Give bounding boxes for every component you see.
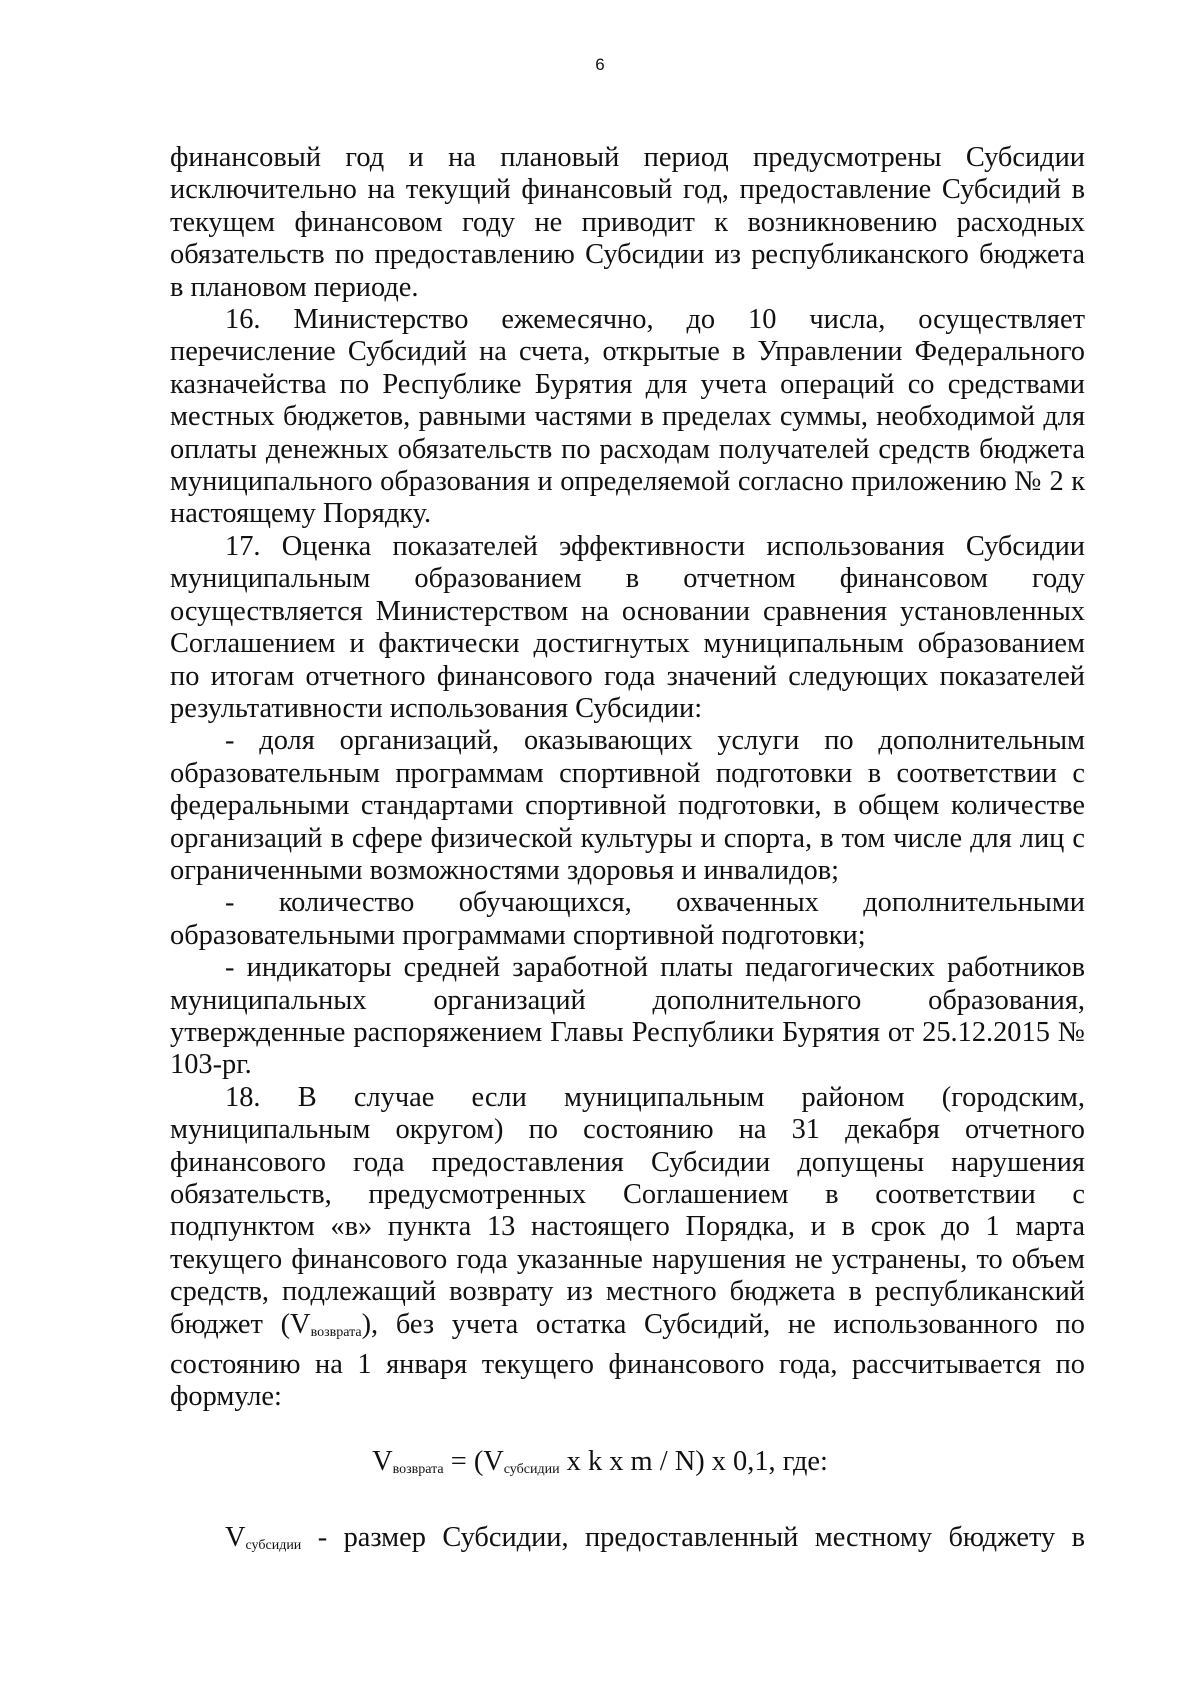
formula-rhs-subscript: субсидии — [503, 1462, 560, 1477]
formula-rest: x k x m / N) x 0,1, где: — [559, 1446, 828, 1477]
paragraph-18 — [170, 1082, 1085, 1414]
document-body — [170, 142, 1085, 1414]
indicator-item-1: - доля организаций, оказывающих услуги по дополнительным образовательным программам спортивной подготовки в соответствии с федеральными стандартами спортивной подготовки, в общем количестве организаций в сфере физической культуры и спорта, в том числе для лиц с ограниченными возможностями здоровья и инвалидов; — [170, 725, 1085, 886]
paragraph-continuation: финансовый год и на плановый период предусмотрены Субсидии исключительно на текущий финансовый год, предоставление Субсидий в текущем финансовом году не приводит к возникновению расходных обязательств по предоставлению Субсидии из республиканского бюджета в плановом периоде. — [170, 142, 1085, 303]
definition-symbol: V — [225, 1522, 246, 1553]
paragraph-17: 17. Оценка показателей эффективности использования Субсидии муниципальным образованием в отчетном финансовом году осуществляется Министерством на основании сравнения установленных Соглашением и фактически достигнутых муниципальным образованием по итогам отчетного финансового года значений следующих показателей результативности использования Субсидии: — [170, 530, 1085, 724]
formula-lhs-subscript: возврата — [392, 1462, 444, 1477]
formula-middle: = (V — [443, 1446, 504, 1477]
v-return-subscript: возврата — [310, 1324, 362, 1340]
paragraph-16: 16. Министерство ежемесячно, до 10 числа, осуществляет перечисление Субсидий на счета, открытые в Управлении Федерального казначейства по Республике Бурятия для учета операций со средствами местных бюджетов, равными частями в пределах суммы, необходимой для оплаты денежных обязательств по расходам получателей средств бюджета муниципального образования и определяемой согласно приложению № 2 к настоящему Порядку. — [170, 304, 1085, 530]
page-number: 6 — [595, 55, 605, 74]
indicator-item-2: - количество обучающихся, охваченных дополнительными образовательными программами спортивной подготовки; — [170, 887, 1085, 951]
formula-lhs-symbol: V — [372, 1446, 393, 1477]
definition-text: - размер Субсидии, предоставленный местному бюджету в — [301, 1522, 1085, 1553]
return-formula — [0, 1446, 1200, 1486]
paragraph-18-text-before: 18. В случае если муниципальным районом (городским, муниципальным округом) по состоянию на 31 декабря отчетного финансового года предоставления Субсидии допущены нарушения обязательств, предусмотренных Соглашением в соответствии с подпунктом «в» пункта 13 настоящего Порядка, и в срок до 1 марта текущего финансового года указанные нарушения не устранены, то объем средств, подлежащий возврату из местного бюджета в республиканский бюджет (V — [170, 1081, 1085, 1340]
definition-v-subsidy — [170, 1522, 1085, 1562]
definition-subscript: субсидии — [245, 1538, 302, 1553]
paragraph-18-text-after: ), без учета остатка Субсидий, не использованного по состоянию на 1 января текущего финансового года, рассчитывается по формуле: — [170, 1308, 1086, 1413]
indicator-item-3: - индикаторы средней заработной платы педагогических работников муниципальных организаций дополнительного образования, утвержденные распоряжением Главы Республики Бурятия от 25.12.2015 № 103-рг. — [170, 952, 1085, 1081]
